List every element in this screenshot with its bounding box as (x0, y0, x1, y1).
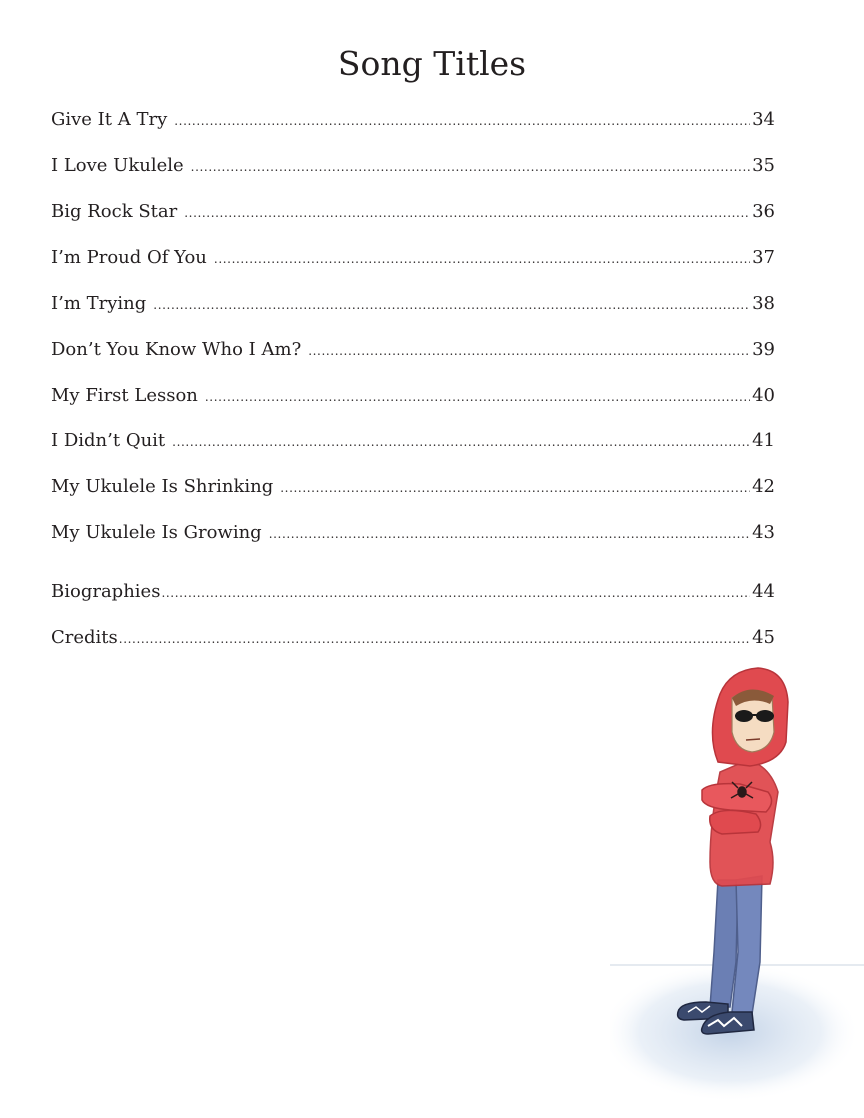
toc-entry-my-ukulele-is-growing[interactable] (51, 521, 775, 545)
toc-entry-title: I Love Ukulele (51, 155, 184, 176)
toc-entry-page: 34 (752, 109, 775, 130)
toc-entry-title: Credits (51, 627, 118, 648)
toc-entry-page: 44 (752, 581, 775, 602)
dot-leader (184, 201, 750, 225)
dot-leader (205, 385, 750, 409)
toc-entry-title: I Didn’t Quit (51, 430, 166, 451)
toc-entry-page: 37 (752, 247, 775, 268)
arm-bottom (710, 810, 761, 834)
toc-entry-title: My Ukulele Is Growing (51, 522, 262, 543)
toc-entry-title: Biographies (51, 581, 161, 602)
toc-entry-title: My Ukulele Is Shrinking (51, 476, 274, 497)
toc-entry-biographies[interactable] (51, 580, 775, 604)
toc-entry-big-rock-star[interactable] (51, 200, 775, 224)
toc-entry-title: Don’t You Know Who I Am? (51, 339, 302, 360)
toc-entry-my-ukulele-is-shrinking[interactable] (51, 475, 775, 499)
toc-entry-i-love-ukulele[interactable] (51, 154, 775, 178)
dot-leader (172, 430, 750, 454)
page-title: Song Titles (337, 44, 527, 83)
toc-entry-page: 45 (752, 627, 775, 648)
toc-entry-page: 36 (752, 201, 775, 222)
toc-entry-my-first-lesson[interactable] (51, 384, 775, 408)
toc-entry-page: 41 (752, 430, 775, 451)
boy-illustration (610, 662, 864, 1112)
dot-leader (174, 109, 750, 133)
toc-entry-im-proud-of-you[interactable] (51, 246, 775, 270)
toc-entry-page: 38 (752, 293, 775, 314)
toc-entry-i-didnt-quit[interactable] (51, 429, 775, 453)
toc-entry-title: Give It A Try (51, 109, 168, 130)
dot-leader (214, 247, 750, 271)
dot-leader (191, 155, 750, 179)
toc-entry-dont-you-know-who-i-am[interactable] (51, 338, 775, 362)
dot-leader (153, 293, 750, 317)
toc-entry-im-trying[interactable] (51, 292, 775, 316)
toc-entry-give-it-a-try[interactable] (51, 108, 775, 132)
toc-entry-title: I’m Trying (51, 293, 147, 314)
toc-entry-page: 39 (752, 339, 775, 360)
toc-entry-title: My First Lesson (51, 385, 198, 406)
toc-entry-credits[interactable] (51, 626, 775, 650)
dot-leader (308, 339, 750, 363)
dot-leader (269, 522, 750, 546)
toc-entry-title: I’m Proud Of You (51, 247, 207, 268)
mouth (746, 739, 760, 740)
toc-entry-page: 40 (752, 385, 775, 406)
dot-leader (119, 627, 750, 651)
toc-entry-title: Big Rock Star (51, 201, 178, 222)
dot-leader (161, 581, 750, 605)
dot-leader (280, 476, 750, 500)
toc-entry-page: 35 (752, 155, 775, 176)
toc-entry-page: 42 (752, 476, 775, 497)
toc-entry-page: 43 (752, 522, 775, 543)
